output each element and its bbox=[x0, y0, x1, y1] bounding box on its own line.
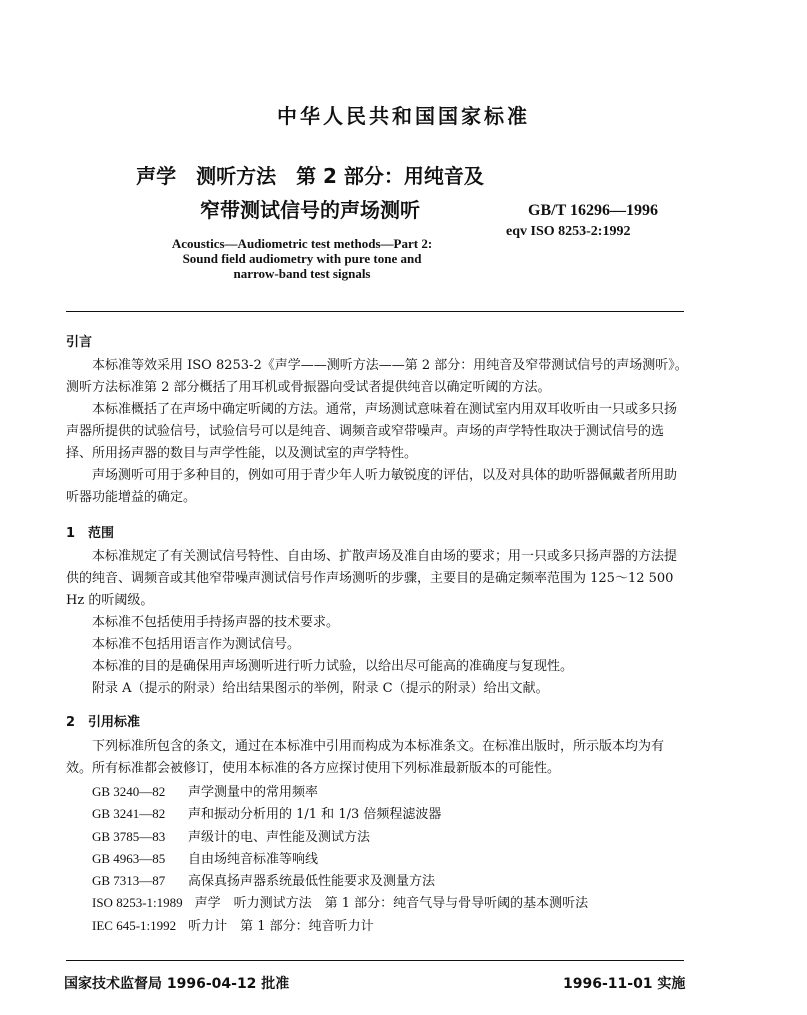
reference-title: 声学 听力测试方法 第 1 部分：纯音气导与骨导听阈的基本测听法 bbox=[194, 896, 589, 912]
reference-code: GB 4963—85 bbox=[92, 850, 166, 866]
implementation-line: 1996-11-01 实施 bbox=[563, 976, 686, 992]
english-title bbox=[152, 236, 452, 281]
scope-body bbox=[66, 546, 688, 700]
references-intro-paragraph: 下列标准所包含的条文，通过在本标准中引用而构成为本标准条文。在标准出版时，所示版本均为有效。所有标准都会被修订，使用本标准的各方应探讨使用下列标准最新版本的可能性。 bbox=[66, 739, 665, 776]
reference-code: GB 3241—82 bbox=[92, 806, 166, 822]
reference-item bbox=[92, 826, 588, 848]
reference-item bbox=[92, 781, 588, 803]
reference-list bbox=[92, 781, 588, 937]
intro-paragraph: 本标准等效采用 ISO 8253-2《声学——测听方法——第 2 部分：用纯音及窄带测试信号的声场测听》。测听方法标准第 2 部分概括了用耳机或骨振器向受试者提供纯音以确定听阈的方法。 bbox=[66, 358, 688, 395]
reference-item bbox=[92, 803, 588, 825]
reference-item bbox=[92, 870, 588, 892]
reference-code: GB 7313—87 bbox=[92, 873, 166, 889]
reference-code: GB 3240—82 bbox=[92, 784, 166, 799]
references-intro bbox=[66, 736, 688, 780]
scope-heading: 1 范围 bbox=[66, 526, 115, 541]
scope-paragraph: 本标准不包括使用手持扬声器的技术要求。 bbox=[92, 615, 340, 630]
reference-title: 声和振动分析用的 1/1 和 1/3 倍频程滤波器 bbox=[188, 807, 442, 823]
references-heading: 2 引用标准 bbox=[66, 715, 141, 730]
footer-divider bbox=[66, 960, 684, 961]
equivalence-note: eqv ISO 8253-2:1992 bbox=[506, 224, 631, 239]
scope-paragraph: 本标准的目的是确保用声场测听进行听力试验，以给出尽可能高的准确度与复现性。 bbox=[92, 659, 574, 674]
english-title-line-2: Sound field audiometry with pure tone and bbox=[182, 251, 422, 266]
header-divider bbox=[66, 311, 684, 312]
intro-paragraph: 声场测听可用于多种目的，例如可用于青少年人听力敏锐度的评估，以及对具体的助听器佩戴者所用助听器功能增益的确定。 bbox=[66, 468, 678, 505]
chinese-title-line-1: 声学 测听方法 第 2 部分：用纯音及 bbox=[136, 164, 484, 188]
reference-code: GB 3785—83 bbox=[92, 828, 166, 844]
reference-title: 声级计的电、声性能及测试方法 bbox=[188, 829, 371, 845]
reference-item bbox=[92, 915, 588, 937]
english-title-line-3: narrow-band test signals bbox=[233, 266, 371, 281]
reference-title: 自由场纯音标准等响线 bbox=[188, 851, 319, 867]
intro-heading: 引言 bbox=[66, 335, 93, 350]
reference-title: 听力计 第 1 部分：纯音听力计 bbox=[188, 918, 374, 934]
scope-paragraph: 本标准规定了有关测试信号特性、自由场、扩散声场及准自由场的要求；用一只或多只扬声器的方法提供的纯音、调频音或其他窄带噪声测试信号作声场测听的步骤，主要目的是确定频率范围为 125～12 500 Hz 的听阈级。 bbox=[66, 549, 678, 608]
reference-item bbox=[92, 848, 588, 870]
reference-title: 声学测量中的常用频率 bbox=[188, 785, 319, 800]
reference-title: 高保真扬声器系统最低性能要求及测量方法 bbox=[188, 874, 436, 890]
standard-number: GB/T 16296—1996 bbox=[528, 202, 658, 219]
chinese-title-line-2: 窄带测试信号的声场测听 bbox=[200, 198, 420, 222]
intro-paragraph: 本标准概括了在声场中确定听阈的方法。通常，声场测试意味着在测试室内用双耳收听由一只或多只扬声器所提供的试验信号，试验信号可以是纯音、调频音或窄带噪声。声场的声学特性取决于测试信号的选择、所用扬声器的数目与声学性能，以及测试室的声学特性。 bbox=[66, 402, 678, 461]
scope-paragraph: 本标准不包括用语言作为测试信号。 bbox=[92, 637, 301, 652]
reference-code: IEC 645-1:1992 bbox=[92, 917, 177, 933]
english-title-line-1: Acoustics—Audiometric test methods—Part 2: bbox=[171, 236, 433, 251]
reference-code: ISO 8253-1:1989 bbox=[92, 895, 183, 911]
intro-body bbox=[66, 355, 688, 509]
reference-item bbox=[92, 892, 588, 914]
approval-line: 国家技术监督局 1996-04-12 批准 bbox=[64, 976, 290, 992]
scope-paragraph: 附录 A（提示的附录）给出结果图示的举例，附录 C（提示的附录）给出文献。 bbox=[92, 681, 549, 696]
national-standard-header: 中华人民共和国国家标准 bbox=[277, 104, 530, 128]
